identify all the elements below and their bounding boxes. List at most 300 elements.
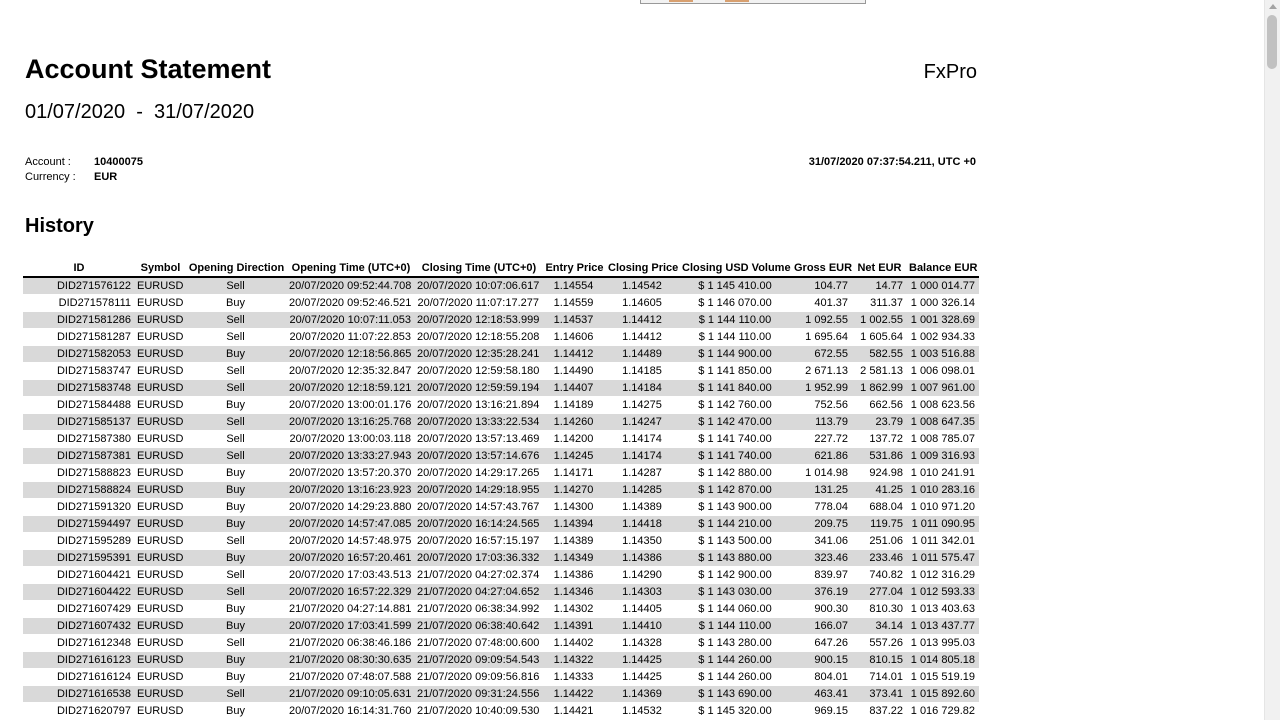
cell-id: DID271581286 [23,312,135,329]
cell-entry-price: 1.14200 [543,431,606,448]
cell-gross: 647.26 [792,635,852,652]
table-row [23,431,979,448]
table-row [23,652,979,669]
cell-volume: $ 1 145 320.00 [680,703,792,720]
cell-opening-time: 20/07/2020 09:52:44.708 [287,277,415,295]
cell-net: 810.30 [852,601,907,618]
cell-symbol: EURUSD [135,499,186,516]
cell-closing-price: 1.14369 [606,686,680,703]
col-header-balance-eur: Balance EUR [907,259,979,277]
cell-direction: Buy [186,295,287,312]
cell-opening-time: 20/07/2020 13:00:01.176 [287,397,415,414]
table-row [23,346,979,363]
cell-id: DID271582053 [23,346,135,363]
cell-direction: Buy [186,482,287,499]
cell-symbol: EURUSD [135,482,186,499]
cell-closing-price: 1.14542 [606,277,680,295]
cell-entry-price: 1.14245 [543,448,606,465]
cell-entry-price: 1.14554 [543,277,606,295]
col-header-entry-price: Entry Price [543,259,606,277]
cell-direction: Buy [186,550,287,567]
cell-opening-time: 21/07/2020 07:48:07.588 [287,669,415,686]
cell-closing-time: 21/07/2020 09:09:56.816 [415,669,543,686]
cell-balance: 1 010 283.16 [907,482,979,499]
cell-direction: Sell [186,686,287,703]
cell-closing-price: 1.14185 [606,363,680,380]
cell-direction: Buy [186,499,287,516]
cell-closing-price: 1.14405 [606,601,680,618]
cell-net: 837.22 [852,703,907,720]
cell-closing-price: 1.14389 [606,499,680,516]
cell-closing-time: 21/07/2020 07:48:00.600 [415,635,543,652]
col-header-closing-price: Closing Price [606,259,680,277]
cell-symbol: EURUSD [135,516,186,533]
cell-entry-price: 1.14346 [543,584,606,601]
cell-gross: 778.04 [792,499,852,516]
cell-gross: 900.15 [792,652,852,669]
cell-gross: 969.15 [792,703,852,720]
cell-net: 233.46 [852,550,907,567]
cell-closing-price: 1.14287 [606,465,680,482]
cell-closing-time: 20/07/2020 11:07:17.277 [415,295,543,312]
cell-id: DID271616124 [23,669,135,686]
cell-entry-price: 1.14412 [543,346,606,363]
table-row [23,499,979,516]
cell-closing-time: 20/07/2020 16:57:15.197 [415,533,543,550]
cell-id: DID271583747 [23,363,135,380]
cell-volume: $ 1 142 880.00 [680,465,792,482]
cell-balance: 1 007 961.00 [907,380,979,397]
table-row [23,277,979,295]
table-row [23,397,979,414]
cell-direction: Sell [186,431,287,448]
cell-opening-time: 20/07/2020 16:57:22.329 [287,584,415,601]
cell-volume: $ 1 145 410.00 [680,277,792,295]
top-banner-fragment [640,0,866,4]
cell-closing-price: 1.14328 [606,635,680,652]
history-body [23,277,979,720]
cell-net: 582.55 [852,346,907,363]
cell-closing-time: 20/07/2020 10:07:06.617 [415,277,543,295]
cell-closing-time: 21/07/2020 04:27:02.374 [415,567,543,584]
cell-volume: $ 1 141 840.00 [680,380,792,397]
statement-period [25,99,254,125]
cell-entry-price: 1.14189 [543,397,606,414]
cell-volume: $ 1 142 760.00 [680,397,792,414]
cell-entry-price: 1.14302 [543,601,606,618]
cell-volume: $ 1 143 880.00 [680,550,792,567]
cell-closing-price: 1.14174 [606,448,680,465]
cell-net: 924.98 [852,465,907,482]
cell-opening-time: 21/07/2020 06:38:46.186 [287,635,415,652]
history-title: History [25,215,94,237]
cell-gross: 131.25 [792,482,852,499]
cell-id: DID271616538 [23,686,135,703]
cell-net: 688.04 [852,499,907,516]
cell-opening-time: 20/07/2020 13:57:20.370 [287,465,415,482]
cell-opening-time: 20/07/2020 14:57:48.975 [287,533,415,550]
cell-net: 810.15 [852,652,907,669]
cell-volume: $ 1 143 280.00 [680,635,792,652]
cell-balance: 1 008 623.56 [907,397,979,414]
page-title: Account Statement [25,54,272,84]
cell-opening-time: 20/07/2020 16:14:31.760 [287,703,415,720]
cell-symbol: EURUSD [135,703,186,720]
cell-closing-price: 1.14184 [606,380,680,397]
cell-entry-price: 1.14421 [543,703,606,720]
cell-gross: 341.06 [792,533,852,550]
cell-balance: 1 014 805.18 [907,652,979,669]
cell-entry-price: 1.14349 [543,550,606,567]
cell-net: 251.06 [852,533,907,550]
cell-volume: $ 1 143 030.00 [680,584,792,601]
cell-balance: 1 016 729.82 [907,703,979,720]
cell-entry-price: 1.14422 [543,686,606,703]
cell-balance: 1 011 342.01 [907,533,979,550]
cell-opening-time: 20/07/2020 14:57:47.085 [287,516,415,533]
cell-balance: 1 012 593.33 [907,584,979,601]
cell-volume: $ 1 144 060.00 [680,601,792,618]
cell-gross: 621.86 [792,448,852,465]
cell-entry-price: 1.14402 [543,635,606,652]
cell-closing-price: 1.14174 [606,431,680,448]
cell-symbol: EURUSD [135,465,186,482]
broker-name: FxPro [923,61,977,83]
cell-balance: 1 008 647.35 [907,414,979,431]
cell-symbol: EURUSD [135,431,186,448]
cell-opening-time: 20/07/2020 13:16:23.923 [287,482,415,499]
cell-closing-time: 21/07/2020 10:40:09.530 [415,703,543,720]
table-row [23,465,979,482]
cell-direction: Sell [186,448,287,465]
cell-closing-time: 20/07/2020 16:14:24.565 [415,516,543,533]
cell-entry-price: 1.14490 [543,363,606,380]
cell-closing-time: 20/07/2020 13:57:14.676 [415,448,543,465]
cell-closing-time: 20/07/2020 14:29:17.265 [415,465,543,482]
cell-gross: 376.19 [792,584,852,601]
cell-volume: $ 1 142 470.00 [680,414,792,431]
account-label: Account : [25,156,71,168]
cell-volume: $ 1 143 900.00 [680,499,792,516]
cell-gross: 227.72 [792,431,852,448]
table-row [23,584,979,601]
table-row [23,686,979,703]
col-header-symbol: Symbol [135,259,186,277]
cell-entry-price: 1.14391 [543,618,606,635]
cell-id: DID271594497 [23,516,135,533]
cell-symbol: EURUSD [135,584,186,601]
cell-balance: 1 010 241.91 [907,465,979,482]
cell-id: DID271604421 [23,567,135,584]
table-row [23,533,979,550]
cell-closing-time: 20/07/2020 12:18:53.999 [415,312,543,329]
cell-closing-price: 1.14605 [606,295,680,312]
cell-entry-price: 1.14171 [543,465,606,482]
table-row [23,482,979,499]
table-row [23,669,979,686]
account-number: 10400075 [94,156,143,168]
cell-balance: 1 000 014.77 [907,277,979,295]
cell-balance: 1 006 098.01 [907,363,979,380]
table-row [23,448,979,465]
cell-gross: 113.79 [792,414,852,431]
cell-volume: $ 1 144 110.00 [680,329,792,346]
cell-entry-price: 1.14394 [543,516,606,533]
cell-opening-time: 21/07/2020 08:30:30.635 [287,652,415,669]
cell-symbol: EURUSD [135,567,186,584]
cell-closing-time: 21/07/2020 06:38:40.642 [415,618,543,635]
cell-closing-time: 20/07/2020 12:59:59.194 [415,380,543,397]
period-separator: - [136,101,143,123]
cell-entry-price: 1.14260 [543,414,606,431]
cell-gross: 1 695.64 [792,329,852,346]
cell-opening-time: 20/07/2020 11:07:22.853 [287,329,415,346]
cell-id: DID271587380 [23,431,135,448]
cell-opening-time: 20/07/2020 13:00:03.118 [287,431,415,448]
table-row [23,380,979,397]
cell-id: DID271612348 [23,635,135,652]
cell-id: DID271584488 [23,397,135,414]
cell-balance: 1 015 892.60 [907,686,979,703]
cell-id: DID271588823 [23,465,135,482]
cell-direction: Sell [186,363,287,380]
period-from: 01/07/2020 [25,101,126,123]
cell-opening-time: 20/07/2020 12:18:56.865 [287,346,415,363]
cell-closing-price: 1.14247 [606,414,680,431]
cell-direction: Sell [186,533,287,550]
col-header-gross-eur: Gross EUR [792,259,852,277]
cell-net: 662.56 [852,397,907,414]
cell-id: DID271607429 [23,601,135,618]
cell-gross: 804.01 [792,669,852,686]
cell-volume: $ 1 144 210.00 [680,516,792,533]
cell-balance: 1 013 437.77 [907,618,979,635]
cell-balance: 1 009 316.93 [907,448,979,465]
col-header-closing-usd-volume: Closing USD Volume [680,259,792,277]
cell-closing-time: 20/07/2020 13:16:21.894 [415,397,543,414]
cell-closing-time: 21/07/2020 09:09:54.543 [415,652,543,669]
cell-id: DID271585137 [23,414,135,431]
cell-net: 119.75 [852,516,907,533]
cell-closing-time: 21/07/2020 09:31:24.556 [415,686,543,703]
cell-balance: 1 013 995.03 [907,635,979,652]
cell-symbol: EURUSD [135,618,186,635]
cell-gross: 166.07 [792,618,852,635]
cell-volume: $ 1 146 070.00 [680,295,792,312]
cell-closing-time: 20/07/2020 13:33:22.534 [415,414,543,431]
cell-symbol: EURUSD [135,669,186,686]
cell-opening-time: 20/07/2020 14:29:23.880 [287,499,415,516]
cell-gross: 323.46 [792,550,852,567]
cell-opening-time: 20/07/2020 13:33:27.943 [287,448,415,465]
cell-closing-price: 1.14410 [606,618,680,635]
cell-volume: $ 1 143 690.00 [680,686,792,703]
cell-id: DID271587381 [23,448,135,465]
cell-gross: 752.56 [792,397,852,414]
cell-entry-price: 1.14606 [543,329,606,346]
cell-entry-price: 1.14537 [543,312,606,329]
cell-balance: 1 010 971.20 [907,499,979,516]
cell-volume: $ 1 144 110.00 [680,312,792,329]
cell-balance: 1 011 090.95 [907,516,979,533]
cell-direction: Buy [186,346,287,363]
cell-direction: Buy [186,652,287,669]
cell-volume: $ 1 141 740.00 [680,431,792,448]
cell-net: 41.25 [852,482,907,499]
table-row [23,618,979,635]
cell-gross: 900.30 [792,601,852,618]
cell-net: 277.04 [852,584,907,601]
account-info [25,155,143,185]
cell-volume: $ 1 142 870.00 [680,482,792,499]
table-row [23,703,979,720]
cell-symbol: EURUSD [135,635,186,652]
cell-gross: 209.75 [792,516,852,533]
col-header-id: ID [23,259,135,277]
cell-symbol: EURUSD [135,329,186,346]
cell-balance: 1 011 575.47 [907,550,979,567]
cell-direction: Buy [186,516,287,533]
cell-volume: $ 1 142 900.00 [680,567,792,584]
cell-id: DID271581287 [23,329,135,346]
history-header-row [23,259,979,277]
cell-direction: Sell [186,567,287,584]
cell-direction: Sell [186,329,287,346]
scroll-up-arrow-icon[interactable] [1269,4,1277,9]
cell-symbol: EURUSD [135,312,186,329]
cell-closing-price: 1.14425 [606,669,680,686]
cell-symbol: EURUSD [135,397,186,414]
cell-closing-price: 1.14532 [606,703,680,720]
cell-direction: Sell [186,380,287,397]
cell-balance: 1 012 316.29 [907,567,979,584]
cell-id: DID271607432 [23,618,135,635]
cell-balance: 1 003 516.88 [907,346,979,363]
cell-symbol: EURUSD [135,414,186,431]
cell-closing-price: 1.14386 [606,550,680,567]
cell-opening-time: 20/07/2020 13:16:25.768 [287,414,415,431]
cell-opening-time: 20/07/2020 09:52:46.521 [287,295,415,312]
cell-net: 531.86 [852,448,907,465]
cell-opening-time: 20/07/2020 17:03:41.599 [287,618,415,635]
scrollbar-thumb[interactable] [1267,15,1277,69]
table-row [23,601,979,618]
cell-entry-price: 1.14333 [543,669,606,686]
cell-balance: 1 008 785.07 [907,431,979,448]
cell-closing-time: 20/07/2020 12:18:55.208 [415,329,543,346]
cell-direction: Sell [186,277,287,295]
cell-direction: Buy [186,703,287,720]
cell-net: 34.14 [852,618,907,635]
cell-id: DID271578111 [23,295,135,312]
cell-symbol: EURUSD [135,652,186,669]
cell-net: 1 002.55 [852,312,907,329]
table-row [23,635,979,652]
cell-balance: 1 015 519.19 [907,669,979,686]
cell-gross: 401.37 [792,295,852,312]
cell-closing-price: 1.14275 [606,397,680,414]
table-row [23,414,979,431]
cell-gross: 463.41 [792,686,852,703]
cell-gross: 1 092.55 [792,312,852,329]
cell-closing-time: 20/07/2020 14:57:43.767 [415,499,543,516]
cell-id: DID271616123 [23,652,135,669]
cell-closing-time: 20/07/2020 13:57:13.469 [415,431,543,448]
table-row [23,550,979,567]
cell-id: DID271588824 [23,482,135,499]
cell-gross: 2 671.13 [792,363,852,380]
cell-closing-time: 20/07/2020 12:35:28.241 [415,346,543,363]
cell-gross: 1 952.99 [792,380,852,397]
cell-opening-time: 20/07/2020 10:07:11.053 [287,312,415,329]
cell-volume: $ 1 144 260.00 [680,669,792,686]
cell-opening-time: 20/07/2020 12:35:32.847 [287,363,415,380]
generated-timestamp: 31/07/2020 07:37:54.211, UTC +0 [808,156,976,168]
cell-net: 714.01 [852,669,907,686]
cell-symbol: EURUSD [135,601,186,618]
table-row [23,329,979,346]
cell-net: 557.26 [852,635,907,652]
cell-closing-price: 1.14418 [606,516,680,533]
cell-id: DID271583748 [23,380,135,397]
cell-direction: Buy [186,618,287,635]
cell-direction: Sell [186,584,287,601]
cell-gross: 1 014.98 [792,465,852,482]
cell-volume: $ 1 144 260.00 [680,652,792,669]
cell-closing-price: 1.14412 [606,329,680,346]
table-row [23,312,979,329]
col-header-net-eur: Net EUR [852,259,907,277]
cell-gross: 839.97 [792,567,852,584]
cell-gross: 104.77 [792,277,852,295]
cell-volume: $ 1 144 900.00 [680,346,792,363]
cell-entry-price: 1.14270 [543,482,606,499]
cell-closing-price: 1.14350 [606,533,680,550]
cell-balance: 1 002 934.33 [907,329,979,346]
cell-opening-time: 20/07/2020 16:57:20.461 [287,550,415,567]
table-row [23,363,979,380]
cell-id: DID271576122 [23,277,135,295]
table-row [23,295,979,312]
cell-closing-price: 1.14489 [606,346,680,363]
table-row [23,516,979,533]
cell-balance: 1 013 403.63 [907,601,979,618]
cell-net: 2 581.13 [852,363,907,380]
cell-net: 311.37 [852,295,907,312]
account-row [25,155,143,170]
currency-value: EUR [94,171,118,183]
cell-id: DID271620797 [23,703,135,720]
history-table [23,259,979,720]
cell-closing-time: 20/07/2020 14:29:18.955 [415,482,543,499]
vertical-scrollbar[interactable] [1264,0,1280,720]
currency-row [25,170,143,185]
cell-closing-time: 21/07/2020 06:38:34.992 [415,601,543,618]
period-to: 31/07/2020 [154,101,255,123]
col-header-opening-direction: Opening Direction [186,259,287,277]
cell-net: 23.79 [852,414,907,431]
cell-closing-price: 1.14303 [606,584,680,601]
cell-symbol: EURUSD [135,686,186,703]
cell-closing-price: 1.14285 [606,482,680,499]
cell-symbol: EURUSD [135,448,186,465]
cell-symbol: EURUSD [135,380,186,397]
cell-id: DID271595391 [23,550,135,567]
cell-id: DID271591320 [23,499,135,516]
cell-volume: $ 1 144 110.00 [680,618,792,635]
cell-symbol: EURUSD [135,295,186,312]
cell-direction: Sell [186,312,287,329]
